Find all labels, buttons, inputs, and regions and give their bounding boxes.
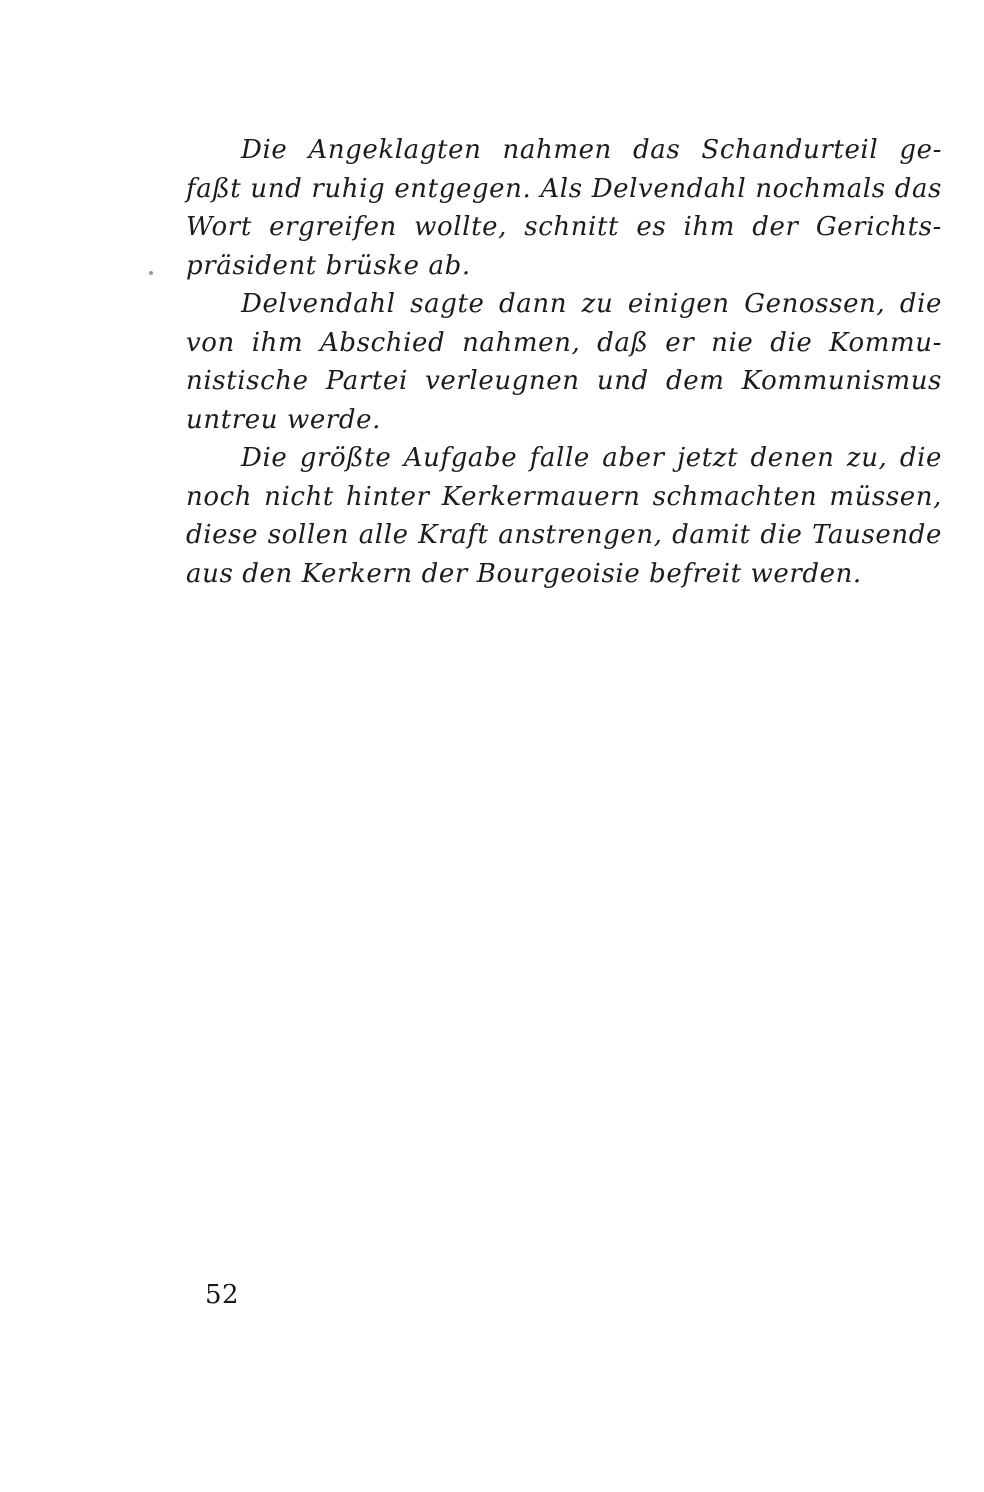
page-number: 52 bbox=[205, 1280, 240, 1310]
text-line: von ihm Abschied nahmen, daß er nie die Kommu- bbox=[186, 327, 942, 358]
paragraph-1 bbox=[186, 131, 942, 285]
scan-speck bbox=[149, 271, 153, 275]
text-line: nistische Partei verleugnen und dem Kommunismus bbox=[186, 366, 942, 396]
body-text bbox=[186, 131, 942, 593]
paragraph-2 bbox=[186, 285, 942, 439]
text-line: präsident brüske ab. bbox=[186, 250, 471, 281]
text-line: Wort ergreifen wollte, schnitt es ihm der Gerichts- bbox=[186, 212, 942, 242]
text-line: Die größte Aufgabe falle aber jetzt denen zu, die bbox=[241, 443, 942, 473]
paragraph-3 bbox=[186, 439, 942, 593]
text-line: Die Angeklagten nahmen das Schandurteil ge- bbox=[241, 135, 942, 165]
text-line: Delvendahl sagte dann zu einigen Genossen, die bbox=[241, 289, 942, 319]
text-line: untreu werde. bbox=[186, 404, 381, 435]
text-line: diese sollen alle Kraft anstrengen, damit die Tausende bbox=[186, 520, 942, 550]
text-line: faßt und ruhig entgegen. Als Delvendahl nochmals das bbox=[186, 173, 942, 204]
text-line: noch nicht hinter Kerkermauern schmachten müssen, bbox=[186, 481, 942, 512]
text-line: aus den Kerkern der Bourgeoisie befreit werden. bbox=[186, 558, 862, 589]
